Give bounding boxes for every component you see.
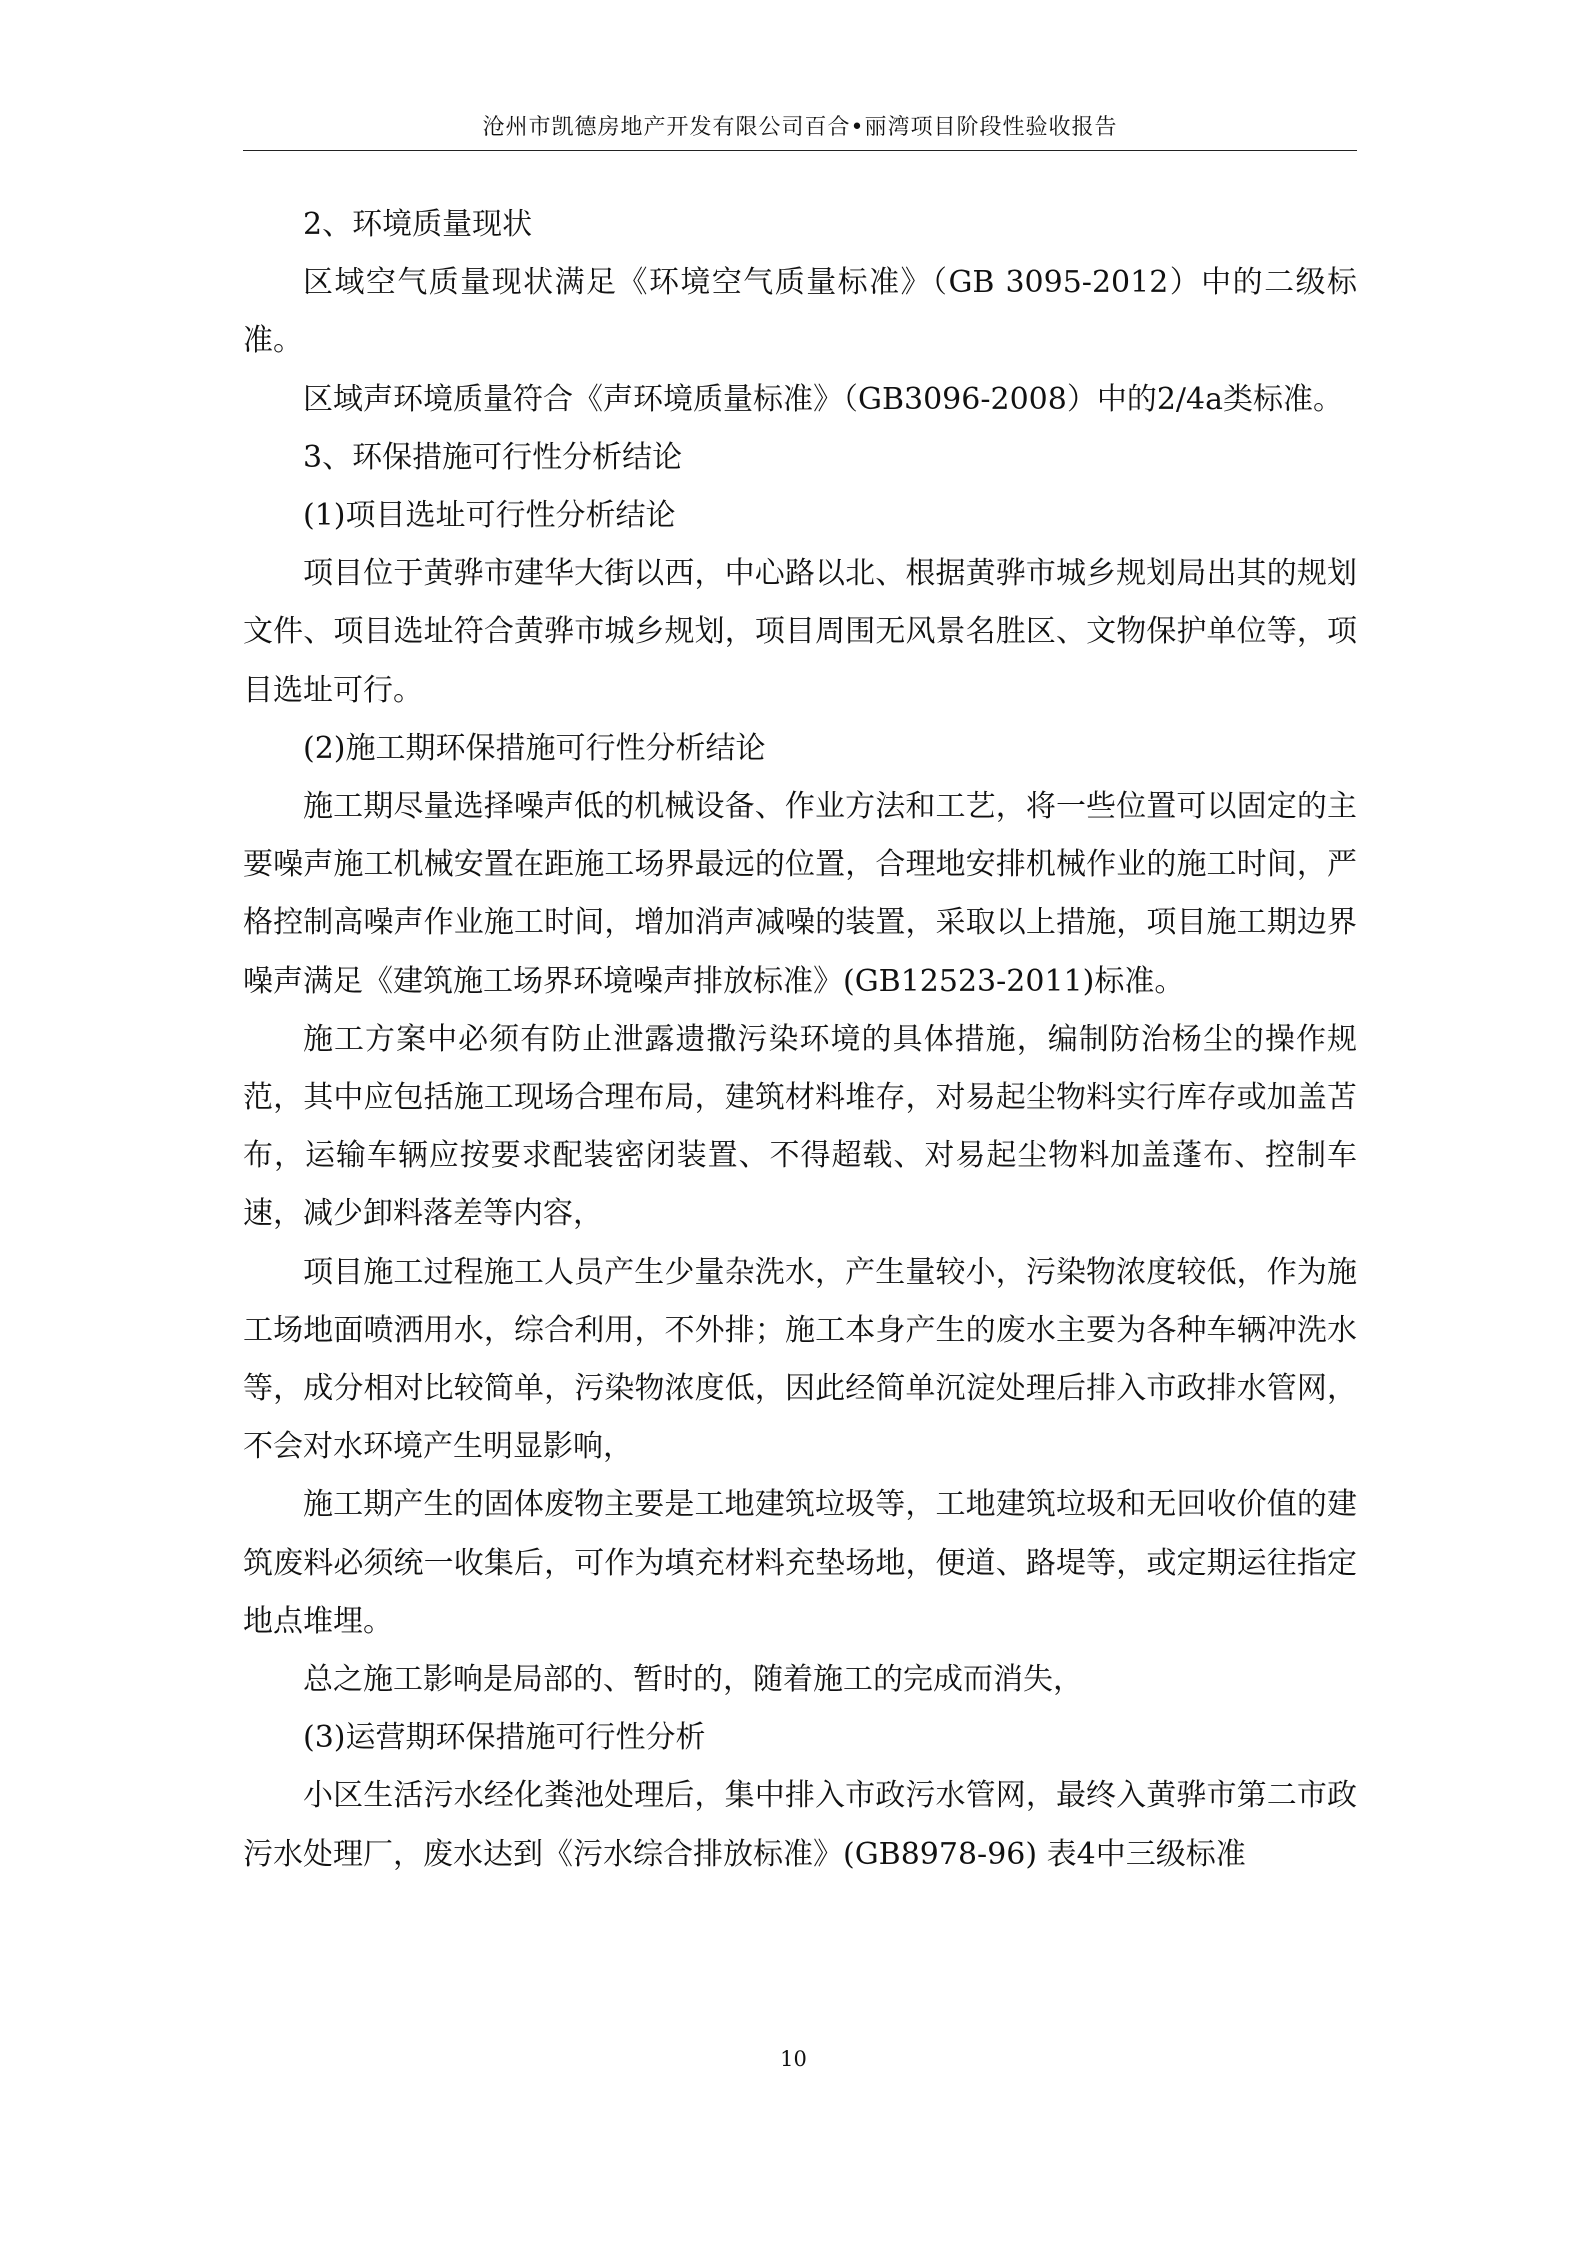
header-title: 沧州市凯德房地产开发有限公司百合•丽湾项目阶段性验收报告: [482, 115, 1118, 140]
paragraph-air-quality: 区域空气质量现状满足《环境空气质量标准》（GB 3095-2012）中的二级标准。: [243, 265, 1357, 359]
paragraph-construction-noise: 施工期尽量选择噪声低的机械设备、作业方法和工艺，将一些位置可以固定的主要噪声施工机械安置在距施工场界最远的位置，合理地安排机械作业的施工时间，严格控制高噪声作业施工时间，增加消声减噪的装置，采取以上措施，项目施工期边界噪声满足《建筑施工场界环境噪声排放标准》(GB12523-2011)标准。: [243, 789, 1357, 999]
subheading-construction-period: (2)施工期环保措施可行性分析结论: [303, 730, 766, 766]
subheading-site-selection: (1)项目选址可行性分析结论: [303, 498, 676, 534]
paragraph-noise-quality: 区域声环境质量符合《声环境质量标准》（GB3096-2008）中的2/4a类标准。: [303, 381, 1344, 417]
section-heading-environment-quality: 2、环境质量现状: [303, 207, 533, 242]
paragraph-construction-dust: 施工方案中必须有防止泄露遗撒污染环境的具体措施，编制防治杨尘的操作规范，其中应包括施工现场合理布局，建筑材料堆存，对易起尘物料实行库存或加盖苫布，运输车辆应按要求配装密闭装置、不得超载、对易起尘物料加盖蓬布、控制车速，减少卸料落差等内容，: [243, 1021, 1357, 1232]
paragraph-construction-summary: 总之施工影响是局部的、暂时的，随着施工的完成而消失，: [303, 1662, 1083, 1698]
paragraph-construction-solid-waste: 施工期产生的固体废物主要是工地建筑垃圾等，工地建筑垃圾和无回收价值的建筑废料必须统一收集后，可作为填充材料充垫场地，便道、路堤等，或定期运往指定地点堆埋。: [243, 1487, 1357, 1639]
section-heading-feasibility: 3、环保措施可行性分析结论: [303, 439, 683, 475]
paragraph-operation-wastewater: 小区生活污水经化粪池处理后，集中排入市政污水管网，最终入黄骅市第二市政污水处理厂，废水达到《污水综合排放标准》(GB8978-96) 表4中三级标准: [243, 1778, 1357, 1872]
paragraph-site-selection: 项目位于黄骅市建华大街以西，中心路以北、根据黄骅市城乡规划局出其的规划文件、项目选址符合黄骅市城乡规划，项目周围无风景名胜区、文物保护单位等，项目选址可行。: [243, 556, 1357, 708]
page-number: 10: [780, 2047, 807, 2071]
page-header: [243, 108, 1357, 151]
paragraph-construction-wastewater: 项目施工过程施工人员产生少量杂洗水，产生量较小，污染物浓度较低，作为施工场地面喷洒用水，综合利用，不外排；施工本身产生的废水主要为各种车辆冲洗水等，成分相对比较简单，污染物浓度低，因此经简单沉淀处理后排入市政排水管网，不会对水环境产生明显影响，: [243, 1254, 1357, 1465]
document-body: [243, 196, 1357, 1884]
subheading-operation-period: (3)运营期环保措施可行性分析: [303, 1720, 706, 1756]
